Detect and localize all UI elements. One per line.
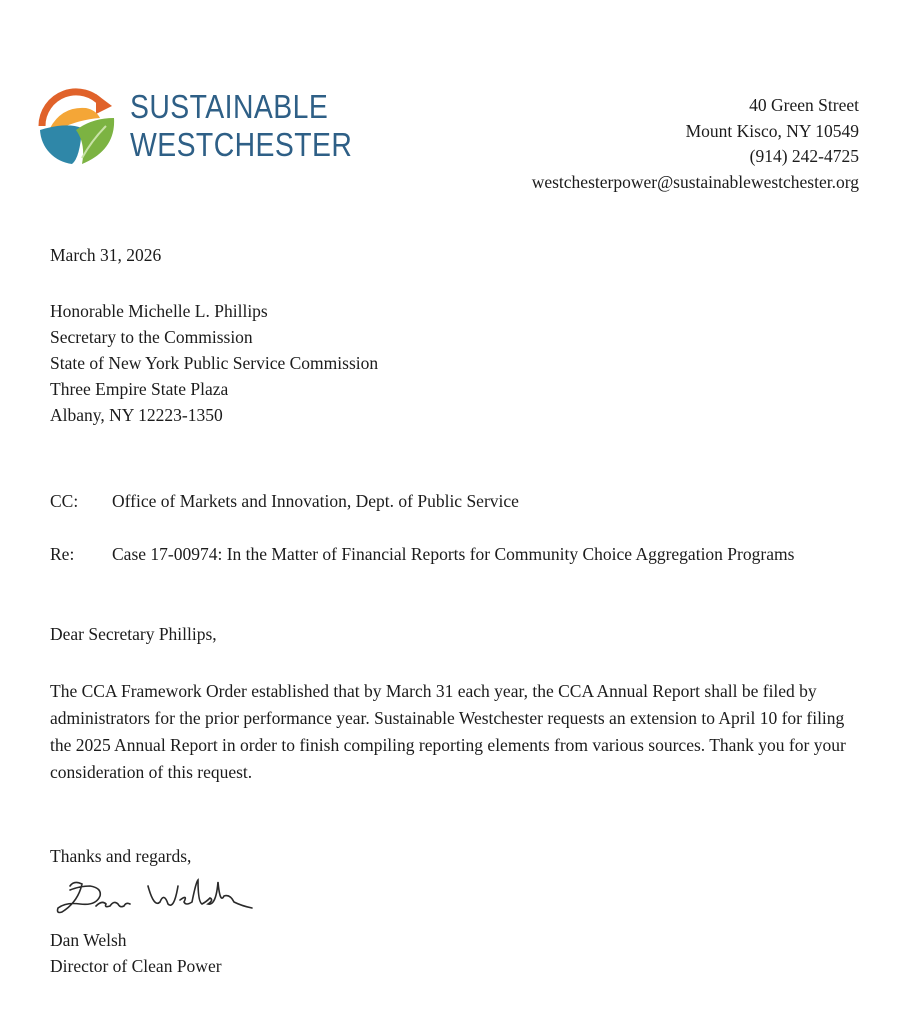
signer-title: Director of Clean Power <box>50 956 222 976</box>
recipient-org: State of New York Public Service Commission <box>50 353 379 373</box>
brand-name <box>130 88 352 164</box>
address-street: 40 Green Street <box>749 95 859 115</box>
body-paragraph: The CCA Framework Order established that by March 31 each year, the CCA Annual Report shall be filed by administrators for the prior performance year. Sustainable Westchester requests an extension to April 10 for filing the 2025 Annual Report in order to finish compiling reporting elements from various sources. Thank you for your consideration of this request. <box>50 681 846 782</box>
cc-line <box>50 487 519 516</box>
letterhead-logo <box>36 84 389 168</box>
closing: Thanks and regards, <box>50 846 192 866</box>
handwritten-signature <box>52 872 262 927</box>
re-line <box>50 540 812 569</box>
signer-name: Dan Welsh <box>50 930 127 950</box>
address-city: Mount Kisco, NY 10549 <box>685 120 859 141</box>
cc-label: CC: <box>50 491 79 511</box>
recipient-street: Three Empire State Plaza <box>50 379 229 399</box>
salutation: Dear Secretary Phillips, <box>50 624 217 644</box>
brand-line-1: SUSTAINABLE <box>130 88 329 125</box>
signature-icon <box>52 872 262 922</box>
address-email[interactable]: westchesterpower@sustainablewestchester.org <box>531 171 859 192</box>
recipient-city: Albany, NY 12223-1350 <box>50 405 223 425</box>
sustainable-westchester-logo-icon <box>36 84 116 168</box>
letter-date: March 31, 2026 <box>50 245 162 265</box>
recipient-name: Honorable Michelle L. Phillips <box>50 301 268 321</box>
re-label: Re: <box>50 544 75 564</box>
brand-line-2: WESTCHESTER <box>130 126 353 163</box>
signer-block <box>50 927 222 979</box>
address-phone: (914) 242-4725 <box>749 146 859 166</box>
sender-address <box>532 93 859 195</box>
re-text: Case 17-00974: In the Matter of Financial Reports for Community Choice Aggregation Programs <box>112 544 795 564</box>
recipient-block <box>50 298 378 428</box>
cc-text: Office of Markets and Innovation, Dept. of Public Service <box>112 491 519 511</box>
recipient-title: Secretary to the Commission <box>50 327 253 347</box>
